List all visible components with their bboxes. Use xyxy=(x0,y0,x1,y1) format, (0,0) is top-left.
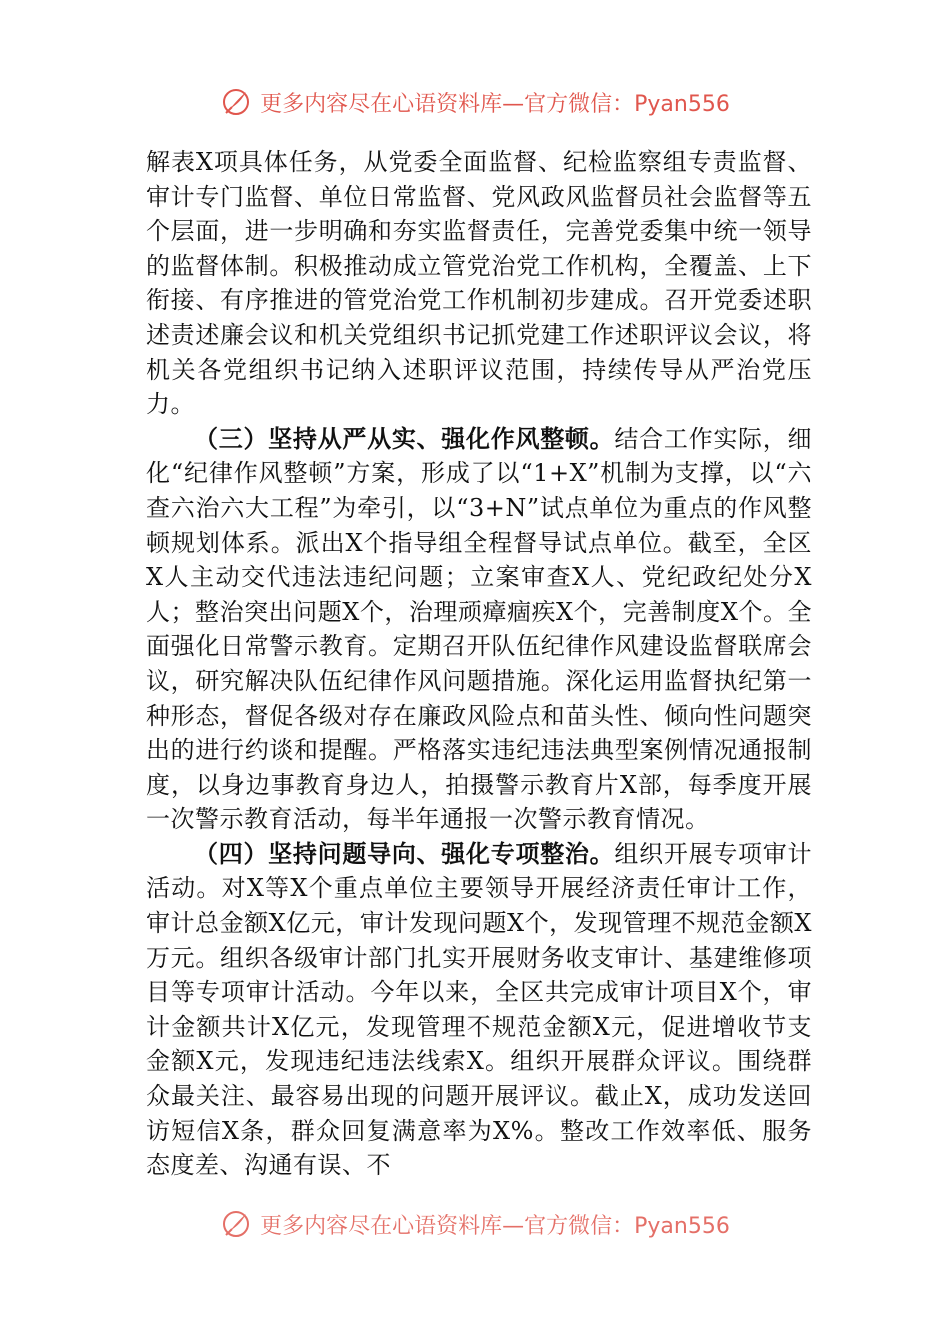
paragraph-section-4 xyxy=(146,837,812,1183)
watermark-text: 更多内容尽在心语资料库—官方微信：Pyan556 xyxy=(260,91,730,117)
section-4-body: 组织开展专项审计活动。对X等X个重点单位主要领导开展经济责任审计工作，审计总金额X亿元，审计发现问题X个，发现管理不规范金额X万元。组织各级审计部门扎实开展财务收支审计、基建维修项目等专项审计活动。今年以来，全区共完成审计项目X个，审计金额共计X亿元，发现管理不规范金额X元，促进增收节支金额X元，发现违纪违法线索X。组织开展群众评议。围绕群众最关注、最容易出现的问题开展评议。截止X，成功发送回访短信X条，群众回复满意率为X%。整改工作效率低、服务态度差、沟通有误、不 xyxy=(146,839,813,1180)
document-body xyxy=(146,145,812,1183)
paragraph-section-3 xyxy=(146,422,812,837)
section-3-body: 结合工作实际，细化“纪律作风整顿”方案，形成了以“1+X”机制为支撑，以“六查六治六大工程”为牵引，以“3+N”试点单位为重点的作风整顿规划体系。派出X个指导组全程督导试点单位。截至，全区X人主动交代违法违纪问题；立案审查X人、党纪政纪处分X人；整治突出问题X个，治理顽瘴痼疾X个，完善制度X个。全面强化日常警示教育。定期召开队伍纪律作风建设监督联席会议，研究解决队伍纪律作风问题措施。深化运用监督执纪第一种形态，督促各级对存在廉政风险点和苗头性、倾向性问题突出的进行约谈和提醒。严格落实违纪违法典型案例情况通报制度，以身边事教育身边人，拍摄警示教育片X部，每季度开展一次警示教育活动，每半年通报一次警示教育情况。 xyxy=(146,424,813,834)
feather-logo-icon xyxy=(220,1208,252,1240)
paragraph-continued xyxy=(146,145,812,422)
footer-watermark xyxy=(0,1208,950,1240)
feather-logo-icon xyxy=(220,86,252,118)
section-4-heading: （四）坚持问题导向、强化专项整治。 xyxy=(194,838,615,868)
paragraph-body: 解表X项具体任务，从党委全面监督、纪检监察组专责监督、审计专门监督、单位日常监督、党风政风监督员社会监督等五个层面，进一步明确和夯实监督责任，完善党委集中统一领导的监督体制。积极推动成立管党治党工作机构，全覆盖、上下衔接、有序推进的管党治党工作机制初步建成。召开党委述职述责述廉会议和机关党组织书记抓党建工作述职评议会议，将机关各党组织书记纳入述职评议范围，持续传导从严治党压力。 xyxy=(146,148,812,419)
watermark-text: 更多内容尽在心语资料库—官方微信：Pyan556 xyxy=(260,1213,730,1239)
header-watermark xyxy=(0,86,950,118)
section-3-heading: （三）坚持从严从实、强化作风整顿。 xyxy=(194,423,615,453)
